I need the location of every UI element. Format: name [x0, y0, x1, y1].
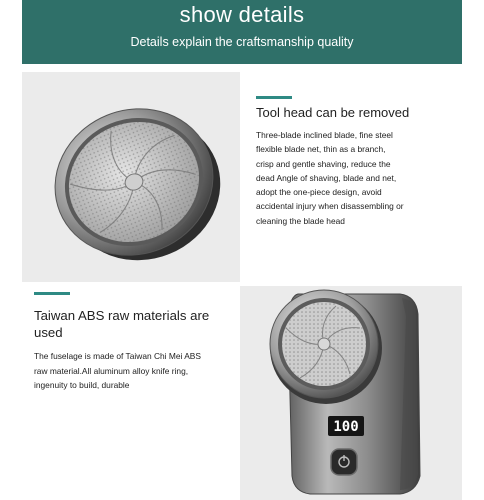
- accent-bar: [34, 292, 70, 295]
- battery-level-readout: 100: [333, 419, 359, 435]
- feature-description: Three-blade inclined blade, fine steel flexible blade net, thin as a branch, crisp and gentle shaving, reduce the dead Angle of shaving, blade and net, adopt the one-piece design, avoid accidental injury when disassembling or cleaning the blade head: [256, 130, 404, 226]
- feature-blade-head: [252, 96, 462, 228]
- feature-materials: [24, 292, 234, 393]
- header-banner: [22, 0, 462, 64]
- shaver-body-image: [240, 286, 462, 500]
- page-subtitle: Details explain the craftsmanship quality: [130, 35, 354, 49]
- accent-bar: [256, 96, 292, 99]
- shaver-illustration: [240, 286, 462, 500]
- feature-heading: Tool head can be removed: [256, 105, 410, 120]
- page-title: show details: [179, 2, 305, 27]
- power-button: [331, 449, 357, 475]
- feature-description: The fuselage is made of Taiwan Chi Mei ABS raw material.All aluminum alloy knife ring, ingenuity to build, durable: [34, 351, 201, 390]
- blade-head-illustration: [22, 72, 240, 282]
- blade-head-image: [22, 72, 240, 282]
- feature-heading: Taiwan ABS raw materials are used: [34, 308, 210, 340]
